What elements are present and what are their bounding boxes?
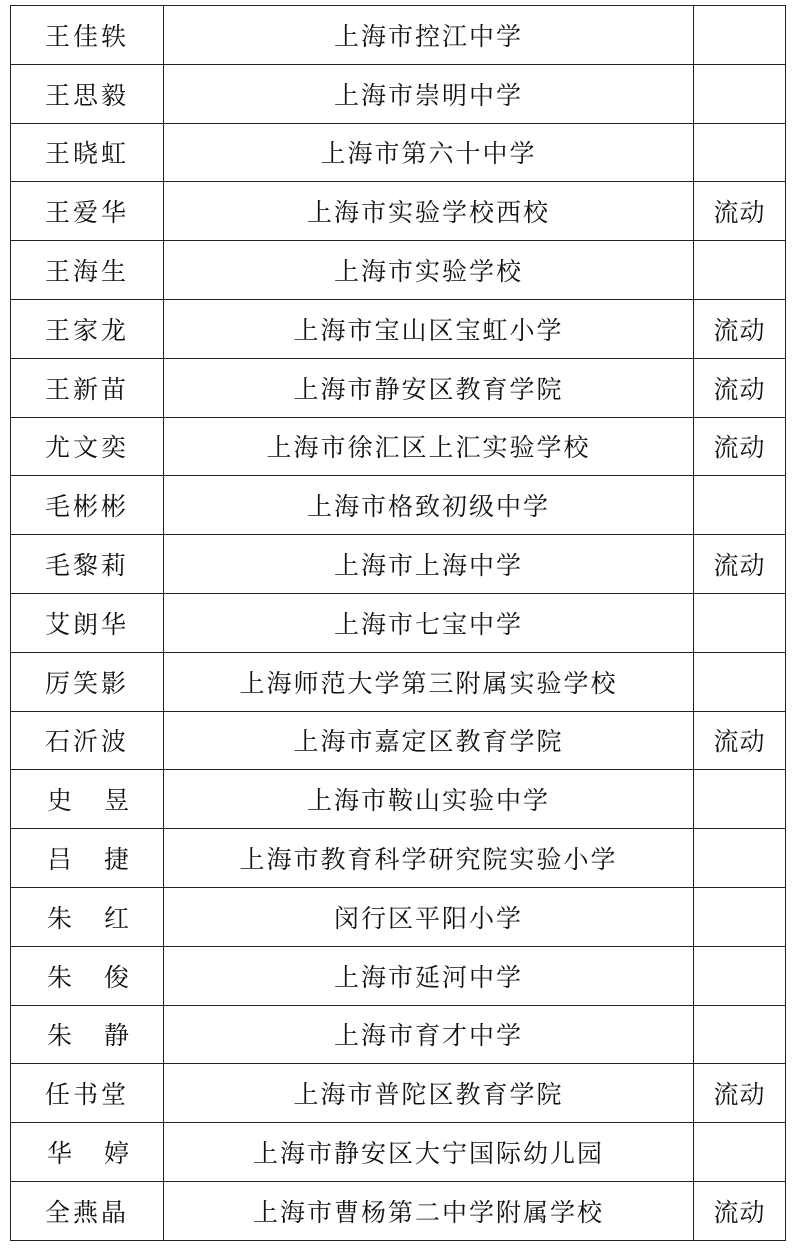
table-row — [11, 1064, 786, 1123]
school-name-cell: 上海市宝山区宝虹小学 — [164, 299, 694, 358]
school-name-cell: 上海市延河中学 — [164, 946, 694, 1005]
note-cell: 流动 — [694, 535, 786, 594]
teacher-name-cell: 王新苗 — [11, 358, 164, 417]
school-name-cell: 上海市第六十中学 — [164, 123, 694, 182]
table-row — [11, 887, 786, 946]
school-name-cell: 闵行区平阳小学 — [164, 887, 694, 946]
note-cell — [694, 887, 786, 946]
teacher-name-cell: 毛黎莉 — [11, 535, 164, 594]
table-row — [11, 770, 786, 829]
school-name-cell: 上海市格致初级中学 — [164, 476, 694, 535]
note-cell — [694, 829, 786, 888]
note-cell: 流动 — [694, 299, 786, 358]
school-name-cell: 上海市崇明中学 — [164, 64, 694, 123]
table-row — [11, 652, 786, 711]
roster-table-container — [10, 5, 766, 1241]
teacher-name-cell: 吕捷 — [11, 829, 164, 888]
note-cell: 流动 — [694, 711, 786, 770]
table-row — [11, 182, 786, 241]
note-cell: 流动 — [694, 1064, 786, 1123]
note-cell — [694, 64, 786, 123]
note-cell — [694, 770, 786, 829]
school-name-cell: 上海市教育科学研究院实验小学 — [164, 829, 694, 888]
teacher-name-cell: 朱静 — [11, 1005, 164, 1064]
table-row — [11, 711, 786, 770]
table-row — [11, 64, 786, 123]
school-name-cell: 上海市嘉定区教育学院 — [164, 711, 694, 770]
table-row — [11, 946, 786, 1005]
school-name-cell: 上海市实验学校西校 — [164, 182, 694, 241]
school-name-cell: 上海市普陀区教育学院 — [164, 1064, 694, 1123]
table-row — [11, 829, 786, 888]
note-cell — [694, 1005, 786, 1064]
school-name-cell: 上海市上海中学 — [164, 535, 694, 594]
teacher-name-cell: 毛彬彬 — [11, 476, 164, 535]
school-name-cell: 上海市静安区教育学院 — [164, 358, 694, 417]
teacher-name-cell: 华婷 — [11, 1123, 164, 1182]
school-name-cell: 上海市曹杨第二中学附属学校 — [164, 1181, 694, 1240]
note-cell: 流动 — [694, 1181, 786, 1240]
teacher-name-cell: 任书堂 — [11, 1064, 164, 1123]
note-cell — [694, 652, 786, 711]
table-row — [11, 123, 786, 182]
teacher-name-cell: 艾朗华 — [11, 593, 164, 652]
table-row — [11, 535, 786, 594]
school-name-cell: 上海市实验学校 — [164, 241, 694, 300]
note-cell — [694, 241, 786, 300]
school-name-cell: 上海市鞍山实验中学 — [164, 770, 694, 829]
teacher-name-cell: 王爱华 — [11, 182, 164, 241]
note-cell: 流动 — [694, 417, 786, 476]
teacher-name-cell: 厉笑影 — [11, 652, 164, 711]
school-name-cell: 上海市七宝中学 — [164, 593, 694, 652]
teacher-name-cell: 石沂波 — [11, 711, 164, 770]
note-cell: 流动 — [694, 358, 786, 417]
table-row — [11, 299, 786, 358]
roster-table-body — [11, 6, 786, 1241]
school-name-cell: 上海市徐汇区上汇实验学校 — [164, 417, 694, 476]
teacher-name-cell: 王海生 — [11, 241, 164, 300]
teacher-name-cell: 王佳轶 — [11, 6, 164, 65]
note-cell — [694, 6, 786, 65]
school-name-cell: 上海市控江中学 — [164, 6, 694, 65]
teacher-name-cell: 王家龙 — [11, 299, 164, 358]
table-row — [11, 593, 786, 652]
teacher-name-cell: 全燕晶 — [11, 1181, 164, 1240]
teacher-name-cell: 史昱 — [11, 770, 164, 829]
note-cell — [694, 476, 786, 535]
table-row — [11, 1123, 786, 1182]
note-cell — [694, 946, 786, 1005]
note-cell — [694, 593, 786, 652]
table-row — [11, 358, 786, 417]
table-row — [11, 1181, 786, 1240]
school-name-cell: 上海师范大学第三附属实验学校 — [164, 652, 694, 711]
roster-table — [10, 5, 786, 1241]
school-name-cell: 上海市静安区大宁国际幼儿园 — [164, 1123, 694, 1182]
teacher-name-cell: 王思毅 — [11, 64, 164, 123]
note-cell — [694, 123, 786, 182]
teacher-name-cell: 王晓虹 — [11, 123, 164, 182]
note-cell — [694, 1123, 786, 1182]
table-row — [11, 6, 786, 65]
table-row — [11, 417, 786, 476]
table-row — [11, 1005, 786, 1064]
teacher-name-cell: 朱俊 — [11, 946, 164, 1005]
table-row — [11, 476, 786, 535]
school-name-cell: 上海市育才中学 — [164, 1005, 694, 1064]
teacher-name-cell: 尤文奕 — [11, 417, 164, 476]
table-row — [11, 241, 786, 300]
note-cell: 流动 — [694, 182, 786, 241]
teacher-name-cell: 朱红 — [11, 887, 164, 946]
